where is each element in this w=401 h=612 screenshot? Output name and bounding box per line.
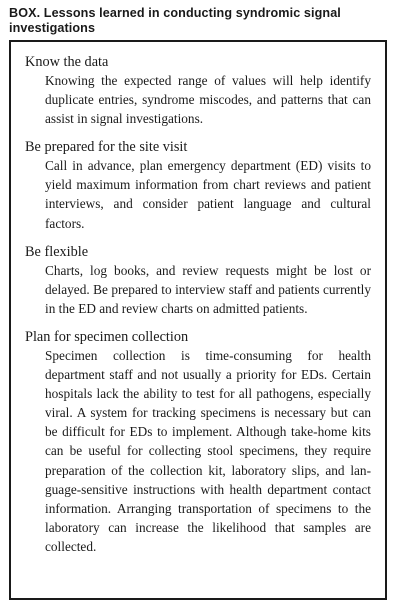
section-specimen-collection xyxy=(25,328,371,556)
box-caption: BOX. Lessons learned in conducting syndromic signal investigations xyxy=(9,6,341,35)
section-be-prepared xyxy=(25,138,371,232)
section-body: Specimen collection is time-consuming for health department staff and not usually a priority for EDs. Certain hospitals lack the ability to test for all pathogens, especially viral. A system for tracking specimens is necessary but can be difficult for EDs to implement. Although take-home kits can be useful for collecting stool specimens, they require preparation of the collection kit, laboratory slips, and language-sensitive instructions with health department contact information. Arranging transportation of specimens to the laboratory can increase the likelihood that samples are collected. xyxy=(45,347,371,554)
section-title: Be flexible xyxy=(25,243,89,260)
box-frame xyxy=(9,40,387,600)
section-know-the-data xyxy=(25,53,371,128)
section-title: Know the data xyxy=(25,54,109,70)
section-be-flexible xyxy=(25,243,371,318)
section-body: Knowing the expected range of values will help identify duplicate entries, syndrome miscodes, and patterns that can assist in signal investigations. xyxy=(45,73,371,127)
section-title: Be prepared for the site visit xyxy=(25,139,188,156)
section-title: Plan for specimen collection xyxy=(25,328,189,345)
section-body: Charts, log books, and review requests might be lost or delayed. Be prepared to interview staff and patients currently in the ED and review charts on admitted patients. xyxy=(45,262,371,316)
section-body: Call in advance, plan emergency department (ED) visits to yield maximum information from chart reviews and patient interviews, and consider patient language and cultural factors. xyxy=(45,158,371,231)
